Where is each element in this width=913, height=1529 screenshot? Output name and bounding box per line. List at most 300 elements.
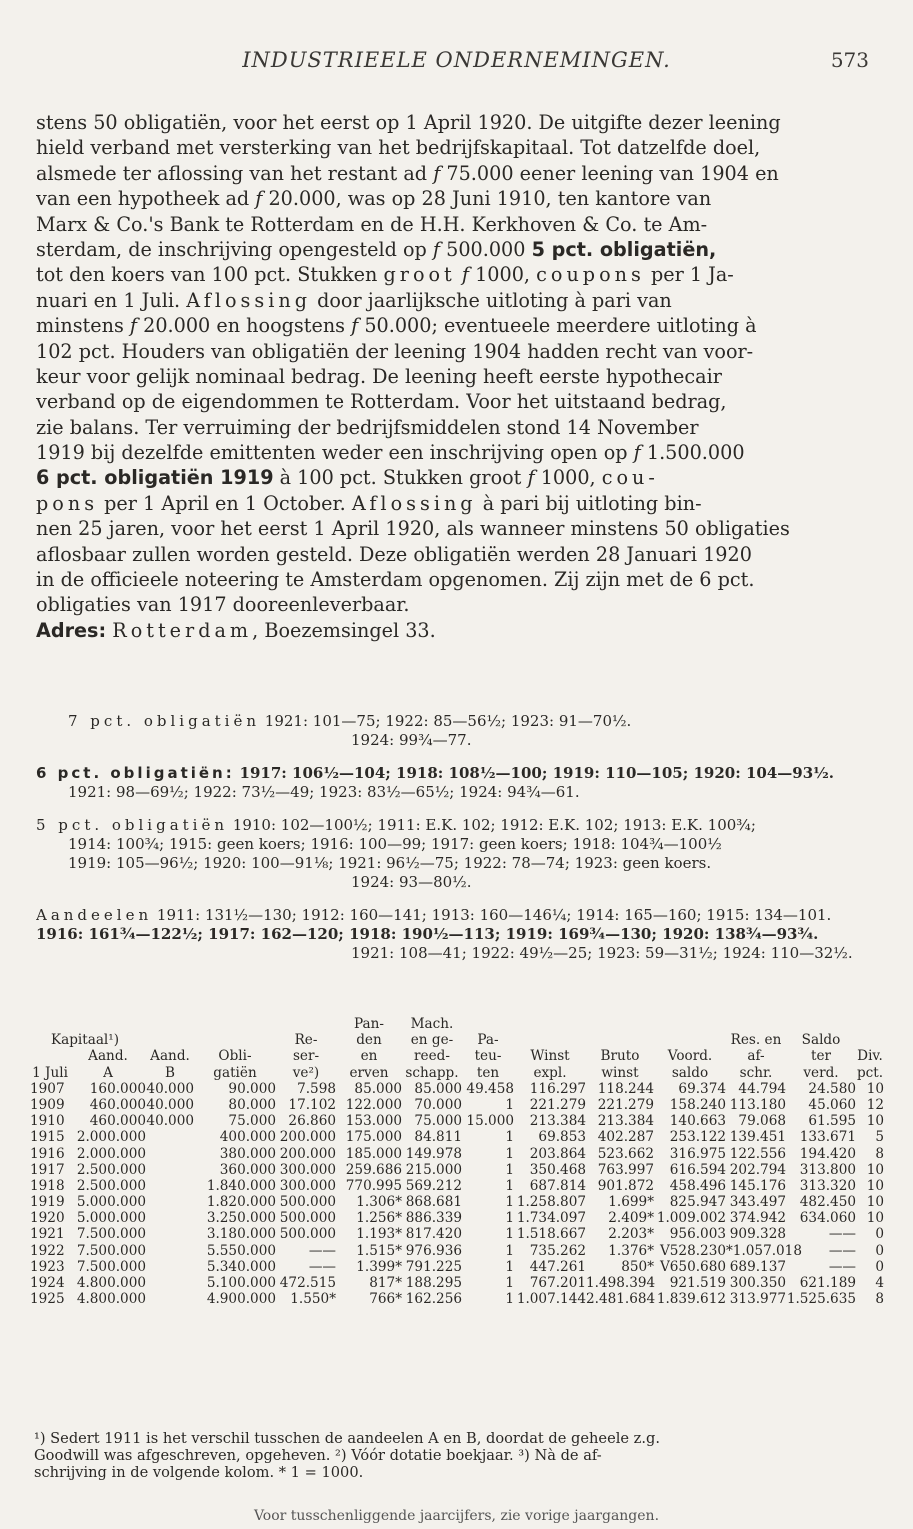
table-header-cell: ser- bbox=[292, 1048, 320, 1065]
table-cell: 75.000 bbox=[414, 1113, 462, 1130]
text-run: 20.000, was op 28 Juni 1910, ten kantore van bbox=[262, 187, 712, 211]
quotation-line bbox=[36, 783, 882, 802]
text-line bbox=[36, 415, 882, 440]
table-row bbox=[30, 1097, 886, 1113]
text-run: f bbox=[351, 314, 359, 338]
table-cell: 360.000 bbox=[219, 1161, 276, 1178]
table-cell: 175.000 bbox=[345, 1129, 402, 1146]
text-line bbox=[36, 440, 882, 465]
table-cell: 909.328 bbox=[729, 1226, 786, 1243]
text-run: 1919 bij dezelfde emittenten weder een inschrijving open op bbox=[36, 441, 634, 465]
table-row bbox=[30, 1275, 886, 1291]
table-cell: 1925 bbox=[30, 1291, 65, 1308]
text-run: Marx & Co.'s Bank te Rotterdam en de H.H. Kerkhoven & Co. te Am- bbox=[36, 212, 708, 236]
table-cell: 763.997 bbox=[597, 1161, 654, 1178]
quotation-line bbox=[36, 854, 882, 873]
table-header-cell: Pa- bbox=[477, 1032, 499, 1049]
table-cell: 1 bbox=[505, 1194, 514, 1211]
table-cell: 350.468 bbox=[529, 1161, 586, 1178]
table-cell: 113.180 bbox=[729, 1096, 786, 1113]
table-cell: 200.000 bbox=[279, 1145, 336, 1162]
text-run: f bbox=[527, 466, 535, 490]
table-header-cell: Kapitaal¹) bbox=[50, 1032, 120, 1049]
table-cell: 1 bbox=[505, 1129, 514, 1146]
table-row bbox=[30, 1259, 886, 1275]
footnote-line: Goodwill was afgeschreven, opgeheven. ²) Vóór dotatie boekjaar. ³) Nà de af- bbox=[34, 1447, 602, 1464]
table-cell: 500.000 bbox=[279, 1194, 336, 1211]
quotation-line bbox=[36, 925, 882, 944]
table-cell: 185.000 bbox=[345, 1145, 402, 1162]
table-cell: 15.000 bbox=[466, 1113, 514, 1130]
table-cell: —— bbox=[828, 1226, 856, 1243]
table-cell: 1.399* bbox=[356, 1258, 402, 1275]
text-line bbox=[36, 567, 882, 592]
table-row bbox=[30, 1129, 886, 1145]
table-header-cell: ter bbox=[810, 1048, 831, 1065]
table-cell: 90.000 bbox=[228, 1080, 276, 1097]
table-cell: 1 bbox=[505, 1145, 514, 1162]
table-cell: 79.068 bbox=[738, 1113, 786, 1130]
table-cell: 482.450 bbox=[799, 1194, 856, 1211]
table-cell: 1.007.144 bbox=[516, 1291, 586, 1308]
quotation-line bbox=[36, 816, 882, 835]
table-cell: 1921 bbox=[30, 1226, 65, 1243]
quotation-run: 7 pct. obligatiën bbox=[68, 712, 261, 730]
table-cell: 1.009.002 bbox=[656, 1210, 726, 1227]
table-cell: —— bbox=[308, 1242, 336, 1259]
table-cell: 7.500.000 bbox=[76, 1258, 146, 1275]
table-header-cell: Pan- bbox=[354, 1016, 384, 1032]
table-header-cell: 1 Juli bbox=[32, 1064, 68, 1081]
table-cell: 791.225 bbox=[405, 1258, 462, 1275]
table-cell: 868.681 bbox=[405, 1194, 462, 1211]
quotation-run: 1916: 161¾—122½; 1917: 162—120; 1918: 190½—113; 1919: 169¾—130; 1920: 138¾—93¾. bbox=[36, 925, 819, 943]
table-cell: 118.244 bbox=[597, 1080, 654, 1097]
text-run: f bbox=[432, 237, 441, 261]
table-cell: 7.500.000 bbox=[76, 1242, 146, 1259]
table-header-cell: Aand. bbox=[150, 1048, 190, 1065]
table-row bbox=[30, 1146, 886, 1162]
table-cell: 213.384 bbox=[529, 1113, 586, 1130]
table-header-cell: ten bbox=[476, 1064, 500, 1081]
table-cell: 921.519 bbox=[669, 1275, 726, 1291]
text-run: coupons bbox=[536, 263, 645, 287]
text-run: 6 pct. obligatiën 1919 bbox=[36, 466, 274, 490]
table-cell: 1915 bbox=[30, 1129, 65, 1146]
text-run: door jaarlijksche uitloting à pari van bbox=[310, 288, 672, 312]
footer-note: Voor tusschenliggende jaarcijfers, zie vorige jaargangen. bbox=[253, 1508, 660, 1524]
table-cell: 8 bbox=[875, 1291, 884, 1308]
table-cell: 122.000 bbox=[345, 1096, 402, 1113]
table-cell: 1918 bbox=[30, 1177, 65, 1194]
table-cell: 203.864 bbox=[529, 1145, 586, 1162]
table-cell: 133.671 bbox=[799, 1129, 856, 1146]
quotation-run: 1914: 100¾; 1915: geen koers; 1916: 100—99; 1917: geen koers; 1918: 104¾—100½ bbox=[68, 835, 722, 853]
text-run: cou- bbox=[601, 466, 659, 490]
text-run: pons bbox=[36, 491, 99, 515]
table-cell: 1.193* bbox=[356, 1226, 402, 1243]
table-cell: 5.000.000 bbox=[76, 1194, 146, 1211]
text-line bbox=[36, 262, 882, 287]
quotation-line bbox=[36, 944, 882, 963]
table-cell: 75.000 bbox=[228, 1113, 276, 1130]
table-cell: —— bbox=[828, 1242, 856, 1259]
text-line bbox=[36, 364, 882, 389]
table-cell: 221.279 bbox=[529, 1096, 586, 1113]
quotation-line bbox=[36, 731, 882, 750]
table-cell: —— bbox=[828, 1258, 856, 1275]
quotation-line bbox=[36, 712, 882, 731]
text-run: f bbox=[129, 314, 138, 338]
table-cell: 139.451 bbox=[729, 1129, 786, 1146]
table-cell: 70.000 bbox=[414, 1096, 462, 1113]
table-header-cell: Mach. bbox=[410, 1016, 454, 1032]
table-header-cell: en ge- bbox=[410, 1032, 454, 1049]
table-row bbox=[30, 1291, 886, 1307]
table-cell: 2.203* bbox=[608, 1226, 654, 1243]
text-run: zie balans. Ter verruiming der bedrijfsmiddelen stond 14 November bbox=[36, 415, 699, 439]
table-cell: 1 bbox=[505, 1226, 514, 1243]
quotation-line bbox=[36, 835, 882, 854]
text-line bbox=[36, 516, 882, 541]
quotation-run: 1924: 93—80½. bbox=[351, 873, 472, 891]
table-row bbox=[30, 1081, 886, 1097]
text-run: groot bbox=[383, 263, 456, 287]
text-run: keur voor gelijk nominaal bedrag. De leening heeft eerste hypothecair bbox=[36, 364, 722, 388]
text-line bbox=[36, 288, 882, 313]
table-cell: 300.000 bbox=[279, 1177, 336, 1194]
table-cell: 634.060 bbox=[799, 1210, 856, 1227]
table-row bbox=[30, 1162, 886, 1178]
quotation-run: 1910: 102—100½; 1911: E.K. 102; 1912: E.K. 102; 1913: E.K. 100¾; bbox=[228, 816, 756, 834]
text-run: 1.500.000 bbox=[640, 441, 745, 465]
quotation-block bbox=[36, 906, 882, 963]
table-cell: 1922 bbox=[30, 1242, 65, 1259]
text-run: 102 pct. Houders van obligatiën der leening 1904 hadden recht van voor- bbox=[36, 339, 754, 363]
footnote-line: schrijving in de volgende kolom. * 1 = 1000. bbox=[34, 1464, 364, 1481]
page-number: 573 bbox=[830, 48, 869, 72]
table-cell: 7.500.000 bbox=[76, 1226, 146, 1243]
table-cell: 116.297 bbox=[529, 1080, 586, 1097]
table-row bbox=[30, 1194, 886, 1210]
table-cell: 24.580 bbox=[808, 1080, 856, 1097]
table-cell: 316.975 bbox=[669, 1145, 726, 1162]
table-cell: 500.000 bbox=[279, 1210, 336, 1227]
table-cell: 817* bbox=[369, 1275, 402, 1291]
table-cell: 85.000 bbox=[354, 1080, 402, 1097]
table-cell: —— bbox=[308, 1258, 336, 1275]
text-run: 50.000; eventueele meerdere uitloting à bbox=[358, 314, 757, 338]
table-cell: 825.947 bbox=[669, 1194, 726, 1211]
table-header-cell: expl. bbox=[533, 1064, 567, 1081]
text-run: 1000, bbox=[469, 263, 537, 287]
text-line bbox=[36, 237, 882, 262]
table-cell: 1.839.612 bbox=[656, 1291, 726, 1308]
table-cell: 300.350 bbox=[729, 1275, 786, 1291]
text-run: 75.000 eener leening van 1904 en bbox=[440, 161, 779, 185]
quotation-run: 1917: 106½—104; 1918: 108½—100; 1919: 110—105; 1920: 104—93½. bbox=[239, 764, 835, 782]
table-cell: 7.598 bbox=[297, 1080, 336, 1097]
table-cell: 300.000 bbox=[279, 1161, 336, 1178]
table-cell: 44.794 bbox=[738, 1080, 786, 1097]
table-cell: 1.525.635 bbox=[786, 1291, 856, 1308]
table-header-cell: teu- bbox=[474, 1048, 502, 1065]
price-quotations bbox=[36, 712, 882, 977]
table-header-row bbox=[30, 1016, 886, 1032]
quotation-run: 1921: 101—75; 1922: 85—56½; 1923: 91—70½. bbox=[260, 712, 632, 730]
table-cell: 5.100.000 bbox=[206, 1275, 276, 1291]
table-header-cell: A bbox=[103, 1064, 113, 1081]
quotation-line bbox=[36, 873, 882, 892]
table-header-cell: B bbox=[165, 1064, 175, 1081]
text-run: van een hypotheek ad bbox=[36, 187, 256, 211]
table-header-cell: Res. en bbox=[730, 1032, 782, 1049]
text-line bbox=[36, 491, 882, 516]
table-cell: 687.814 bbox=[529, 1177, 586, 1194]
text-run: in de officieele noteering te Amsterdam opgenomen. Zij zijn met de 6 pct. bbox=[36, 568, 755, 592]
table-header-cell: Div. bbox=[857, 1048, 883, 1065]
quotation-run: 5 pct. obligatiën bbox=[36, 816, 229, 834]
table-cell: 0 bbox=[875, 1242, 884, 1259]
table-cell: 1.820.000 bbox=[206, 1194, 276, 1211]
text-run: Aflossing bbox=[186, 288, 311, 312]
table-cell: 313.977 bbox=[729, 1291, 786, 1308]
text-run: obligaties van 1917 dooreenleverbaar. bbox=[36, 593, 410, 617]
quotation-run: 1921: 108—41; 1922: 49½—25; 1923: 59—31½; 1924: 110—32½. bbox=[351, 944, 853, 962]
table-cell: 17.102 bbox=[288, 1096, 336, 1113]
text-run: Rotterdam bbox=[112, 618, 253, 642]
text-run: tot den koers van 100 pct. Stukken bbox=[36, 263, 384, 287]
table-cell: 10 bbox=[866, 1177, 884, 1194]
table-cell: 735.262 bbox=[529, 1242, 586, 1259]
table-cell: 460.000 bbox=[89, 1096, 146, 1113]
table-header-cell: gatiën bbox=[213, 1064, 257, 1081]
text-line bbox=[36, 465, 882, 490]
table-cell: 1917 bbox=[30, 1161, 65, 1178]
text-run: , Boezemsingel 33. bbox=[252, 618, 436, 642]
text-run: f bbox=[255, 187, 263, 211]
table-cell: 10 bbox=[866, 1161, 884, 1178]
table-cell: 2.000.000 bbox=[76, 1145, 146, 1162]
table-cell: 1.498.394 bbox=[586, 1275, 656, 1291]
table-cell: 2.481.684 bbox=[586, 1291, 656, 1308]
table-header-cell: schapp. bbox=[405, 1064, 459, 1081]
text-run: aflosbaar zullen worden gesteld. Deze obligatiën werden 28 Januari 1920 bbox=[36, 542, 752, 566]
quotation-line bbox=[36, 906, 882, 925]
table-cell: 1 bbox=[505, 1258, 514, 1275]
text-line bbox=[36, 135, 882, 160]
table-header-cell: erven bbox=[349, 1064, 389, 1081]
table-cell: 767.201 bbox=[529, 1275, 586, 1291]
quotation-block bbox=[36, 712, 882, 750]
table-cell: 140.663 bbox=[669, 1113, 726, 1130]
table-cell: 447.261 bbox=[529, 1258, 586, 1275]
text-run: minstens bbox=[36, 314, 130, 338]
table-header-row bbox=[30, 1032, 886, 1048]
table-header-cell: pct. bbox=[856, 1064, 884, 1081]
text-line bbox=[36, 592, 882, 617]
quotation-block bbox=[36, 816, 882, 892]
text-run: à pari bij uitloting bin- bbox=[476, 491, 702, 515]
table-cell: 213.384 bbox=[597, 1113, 654, 1130]
table-header-cell: Winst bbox=[530, 1048, 570, 1065]
table-cell: 4 bbox=[875, 1275, 884, 1291]
table-row bbox=[30, 1210, 886, 1226]
table-cell: 153.000 bbox=[345, 1113, 402, 1130]
quotation-run: 1919: 105—96½; 1920: 100—91⅛; 1921: 96½—75; 1922: 78—74; 1923: geen koers. bbox=[68, 854, 712, 872]
table-cell: 1.734.097 bbox=[516, 1210, 586, 1227]
table-cell: 1 bbox=[505, 1177, 514, 1194]
table-row bbox=[30, 1113, 886, 1129]
table-cell: 3.250.000 bbox=[206, 1210, 276, 1227]
text-line bbox=[36, 542, 882, 567]
table-cell: 85.000 bbox=[414, 1080, 462, 1097]
quotation-run: 1924: 99¾—77. bbox=[351, 731, 472, 749]
table-cell: V650.680 bbox=[659, 1258, 726, 1275]
text-run: Adres: bbox=[36, 618, 107, 642]
table-cell: 1 bbox=[505, 1161, 514, 1178]
table-cell: 221.279 bbox=[597, 1096, 654, 1113]
table-cell: 1.258.807 bbox=[516, 1194, 586, 1211]
table-cell: 2.500.000 bbox=[76, 1177, 146, 1194]
table-cell: 956.003 bbox=[669, 1226, 726, 1243]
table-cell: 69.853 bbox=[538, 1129, 586, 1146]
text-line bbox=[36, 339, 882, 364]
table-cell: 770.995 bbox=[345, 1177, 402, 1194]
table-cell: 145.176 bbox=[729, 1177, 786, 1194]
text-run: 20.000 en hoogstens bbox=[137, 314, 352, 338]
table-cell: 26.860 bbox=[288, 1113, 336, 1130]
text-run: per 1 April en 1 October. bbox=[98, 491, 352, 515]
table-header-cell: Bruto bbox=[600, 1048, 640, 1065]
text-run: nuari en 1 Juli. bbox=[36, 288, 187, 312]
table-cell: 1.306* bbox=[356, 1194, 402, 1211]
table-cell: 1.256* bbox=[356, 1210, 402, 1227]
table-cell: 1 bbox=[505, 1242, 514, 1259]
page-header bbox=[0, 48, 913, 78]
table-cell: 689.137 bbox=[729, 1258, 786, 1275]
table-cell: 45.060 bbox=[808, 1096, 856, 1113]
table-header-cell: verd. bbox=[803, 1064, 839, 1081]
table-cell: 10 bbox=[866, 1080, 884, 1097]
table-cell: 472.515 bbox=[279, 1275, 336, 1291]
table-cell: 1916 bbox=[30, 1145, 65, 1162]
table-cell: 458.496 bbox=[669, 1177, 726, 1194]
table-header-cell: winst bbox=[601, 1064, 639, 1081]
quotation-block bbox=[36, 764, 882, 802]
table-cell: 49.458 bbox=[466, 1080, 514, 1097]
table-cell: 1.376* bbox=[608, 1242, 654, 1259]
table-header-cell: reed- bbox=[414, 1048, 450, 1065]
table-cell: 0 bbox=[875, 1226, 884, 1243]
table-cell: 215.000 bbox=[405, 1161, 462, 1178]
table-cell: 766* bbox=[369, 1291, 402, 1308]
table-header-cell: Saldo bbox=[801, 1032, 841, 1049]
text-run: 500.000 bbox=[440, 237, 532, 261]
table-cell: 1.515* bbox=[356, 1242, 402, 1259]
text-line bbox=[36, 212, 882, 237]
table-cell: 162.256 bbox=[405, 1291, 462, 1308]
table-cell: 80.000 bbox=[228, 1096, 276, 1113]
table-cell: 2.409* bbox=[608, 1210, 654, 1227]
table-cell: 69.374 bbox=[678, 1080, 726, 1097]
table-header-cell: Voord. bbox=[667, 1048, 713, 1065]
table-cell: 400.000 bbox=[219, 1129, 276, 1146]
text-line bbox=[36, 110, 882, 135]
table-cell: 1 bbox=[505, 1291, 514, 1308]
text-run: alsmede ter aflossing van het restant ad bbox=[36, 161, 434, 185]
text-run: nen 25 jaren, voor het eerst 1 April 1920, als wanneer minstens 50 obligaties bbox=[36, 517, 790, 541]
table-header-cell: den bbox=[356, 1032, 382, 1049]
table-cell: 12 bbox=[866, 1096, 884, 1113]
table-cell: 10 bbox=[866, 1194, 884, 1211]
table-header-cell: Obli- bbox=[218, 1048, 252, 1065]
quotation-run: 6 pct. obligatiën: bbox=[36, 764, 235, 782]
text-run: hield verband met versterking van het bedrijfskapitaal. Tot datzelfde doel, bbox=[36, 136, 761, 160]
table-cell: 1 bbox=[505, 1096, 514, 1113]
text-run: stens 50 obligatiën, voor het eerst op 1 April 1920. De uitgifte dezer leening bbox=[36, 111, 781, 134]
table-cell: 122.556 bbox=[729, 1145, 786, 1162]
table-cell: 3.180.000 bbox=[206, 1226, 276, 1243]
text-run: per 1 Ja- bbox=[644, 263, 734, 287]
table-cell: 40.000 bbox=[146, 1080, 194, 1097]
table-cell: 1920 bbox=[30, 1210, 65, 1227]
table-cell: 188.295 bbox=[405, 1275, 462, 1291]
table-cell: 500.000 bbox=[279, 1226, 336, 1243]
text-run: verband op de eigendommen te Rotterdam. Voor het uitstaand bedrag, bbox=[36, 390, 727, 414]
body-paragraph bbox=[36, 110, 882, 643]
text-run: 1000, bbox=[534, 466, 602, 490]
text-line bbox=[36, 161, 882, 186]
table-cell: 1.550* bbox=[290, 1291, 336, 1308]
table-cell: 5.000.000 bbox=[76, 1210, 146, 1227]
table-cell: 149.978 bbox=[405, 1145, 462, 1162]
table-cell: 1.699* bbox=[608, 1194, 654, 1211]
table-header-row bbox=[30, 1065, 886, 1081]
table-cell: 976.936 bbox=[405, 1242, 462, 1259]
table-cell: 886.339 bbox=[405, 1210, 462, 1227]
table-cell: 194.420 bbox=[799, 1145, 856, 1162]
table-cell: 8 bbox=[875, 1145, 884, 1162]
table-cell: 460.000 bbox=[89, 1113, 146, 1130]
table-cell: 158.240 bbox=[669, 1096, 726, 1113]
quotation-run: 1911: 131½—130; 1912: 160—141; 1913: 160—146¼; 1914: 165—160; 1915: 134—101. bbox=[152, 906, 832, 924]
table-cell: 374.942 bbox=[729, 1210, 786, 1227]
table-row bbox=[30, 1226, 886, 1242]
table-cell: 259.686 bbox=[345, 1161, 402, 1178]
table-cell: 621.189 bbox=[799, 1275, 856, 1291]
quotation-run: 1921: 98—69½; 1922: 73½—49; 1923: 83½—65½; 1924: 94¾—61. bbox=[68, 783, 580, 801]
table-header-row bbox=[30, 1048, 886, 1064]
table-cell: 1923 bbox=[30, 1258, 65, 1275]
table-cell: 1.518.667 bbox=[516, 1226, 586, 1243]
table-cell: *1.057.018 bbox=[726, 1242, 802, 1259]
table-header-cell: saldo bbox=[671, 1064, 709, 1081]
table-cell: 10 bbox=[866, 1210, 884, 1227]
table-cell: 901.872 bbox=[597, 1177, 654, 1194]
footnotes bbox=[34, 1430, 884, 1481]
financial-table bbox=[30, 1016, 886, 1307]
table-cell: 343.497 bbox=[729, 1194, 786, 1211]
running-title: INDUSTRIEELE ONDERNEMINGEN. bbox=[242, 48, 671, 72]
text-run: 5 pct. obligatiën, bbox=[531, 237, 717, 261]
table-cell: 40.000 bbox=[146, 1096, 194, 1113]
table-cell: 2.000.000 bbox=[76, 1129, 146, 1146]
text-line bbox=[36, 313, 882, 338]
table-cell: 402.287 bbox=[597, 1129, 654, 1146]
table-cell: 40.000 bbox=[146, 1113, 194, 1130]
table-cell: 1 bbox=[505, 1210, 514, 1227]
